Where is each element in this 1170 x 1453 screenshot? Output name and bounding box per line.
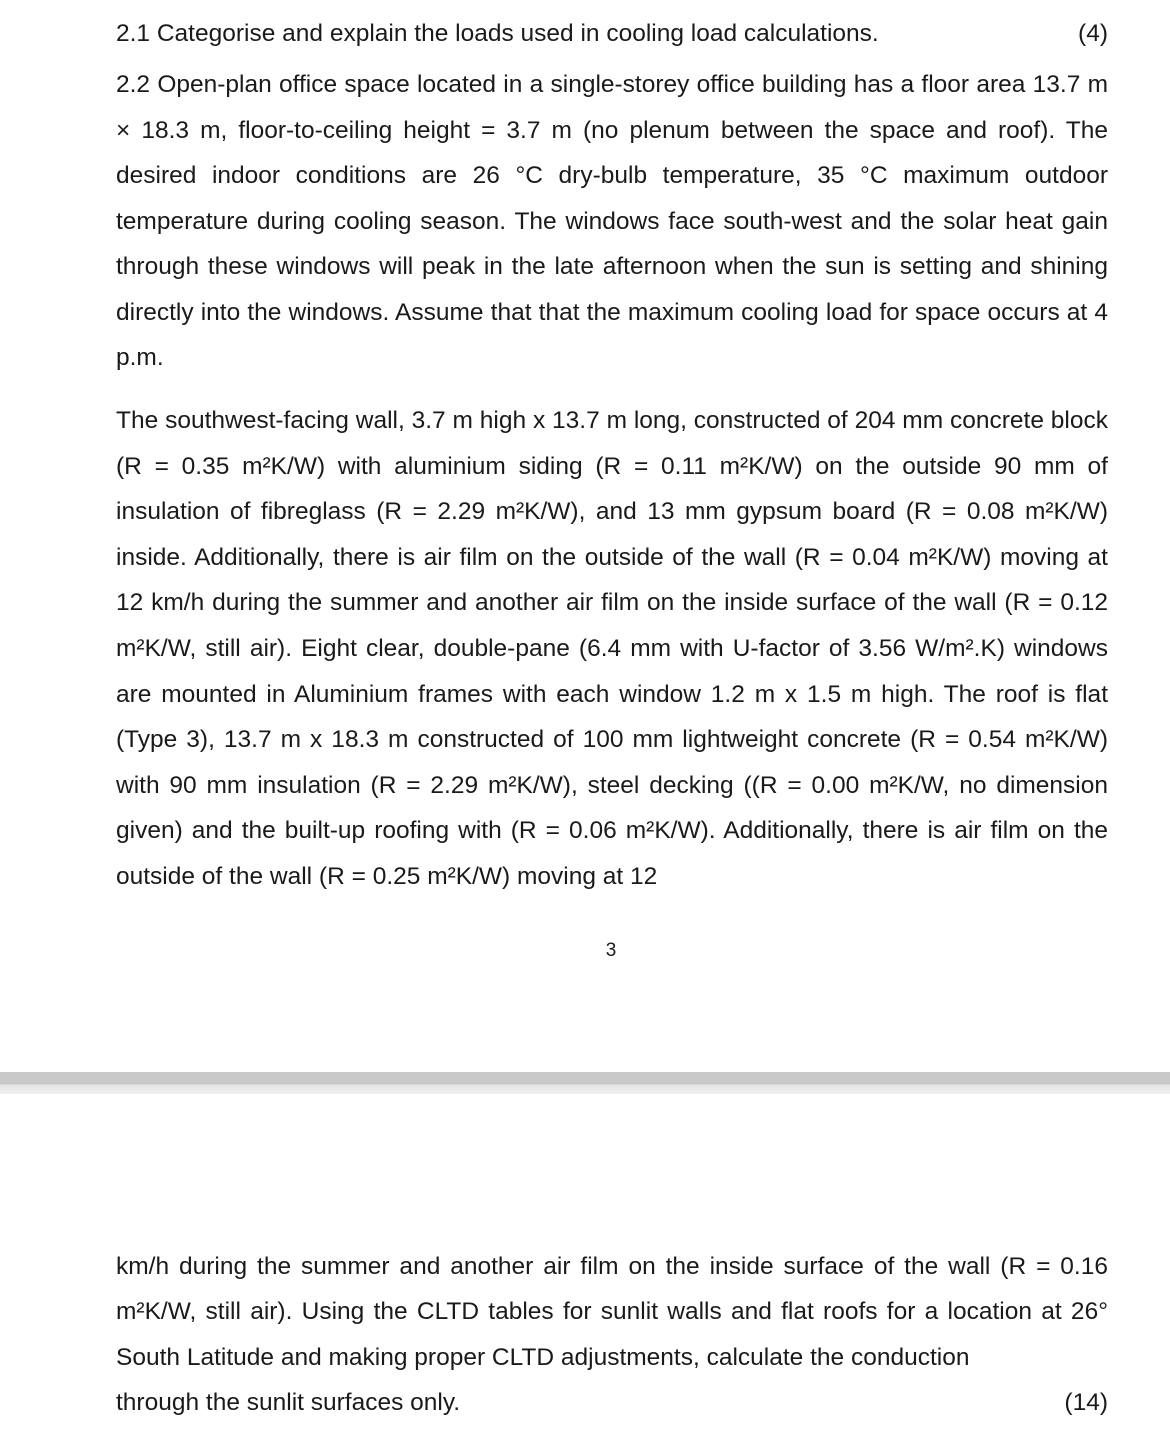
question-2-1-marks: (4) [1078,20,1108,47]
question-2-1 [116,22,1108,47]
question-2-2-details: The southwest-facing wall, 3.7 m high x 13.7 m long, constructed of 204 mm concrete block (R = 0.35 m²K/W) with aluminium siding (R = 0.11 m²K/W) on the outside 90 mm of insulation of fibreglass (R = 2.29 m²K/W), and 13 mm gypsum board (R = 0.08 m²K/W) inside. Additionally, there is air film on the outside of the wall (R = 0.04 m²K/W) moving at 12 km/h during the summer and another air film on the inside surface of the wall (R = 0.12 m²K/W, still air). Eight clear, double-pane (6.4 mm with U-factor of 3.56 W/m².K) windows are mounted in Aluminium frames with each window 1.2 m x 1.5 m high. The roof is flat (Type 3), 13.7 m x 18.3 m constructed of 100 mm lightweight concrete (R = 0.54 m²K/W) with 90 mm insulation (R = 2.29 m²K/W), steel decking ((R = 0.00 m²K/W, no dimension given) and the built-up roofing with (R = 0.06 m²K/W). Additionally, there is air film on the outside of the wall (R = 0.25 m²K/W) moving at 12 [116,407,1108,890]
question-2-2-final-line [116,1391,1108,1416]
question-2-2-continuation: km/h during the summer and another air film on the inside surface of the wall (R = 0.16 m²K/W, still air). Using the CLTD tables for sunlit walls and flat roofs for a location at 26° South Latitude and making proper CLTD adjustments, calculate the conduction [116,1253,1108,1371]
question-2-2-intro: 2.2 Open-plan office space located in a single-storey office building has a floor area 13.7 m × 18.3 m, floor-to-ceiling height = 3.7 m (no plenum between the space and roof). The desired indoor conditions are 26 °C dry-bulb temperature, 35 °C maximum outdoor temperature during cooling season. The windows face south-west and the solar heat gain through these windows will peak in the late afternoon when the sun is setting and shining directly into the windows. Assume that that the maximum cooling load for space occurs at 4 p.m. [116,71,1108,371]
question-2-1-text: 2.1 Categorise and explain the loads used in cooling load calculations. [116,20,879,47]
page-separator [0,1072,1170,1094]
document-page-4 [0,1094,1170,1453]
question-2-2-final-text: through the sunlit surfaces only. [116,1389,461,1416]
page-number: 3 [605,940,617,961]
question-2-2-marks: (14) [1064,1389,1108,1416]
